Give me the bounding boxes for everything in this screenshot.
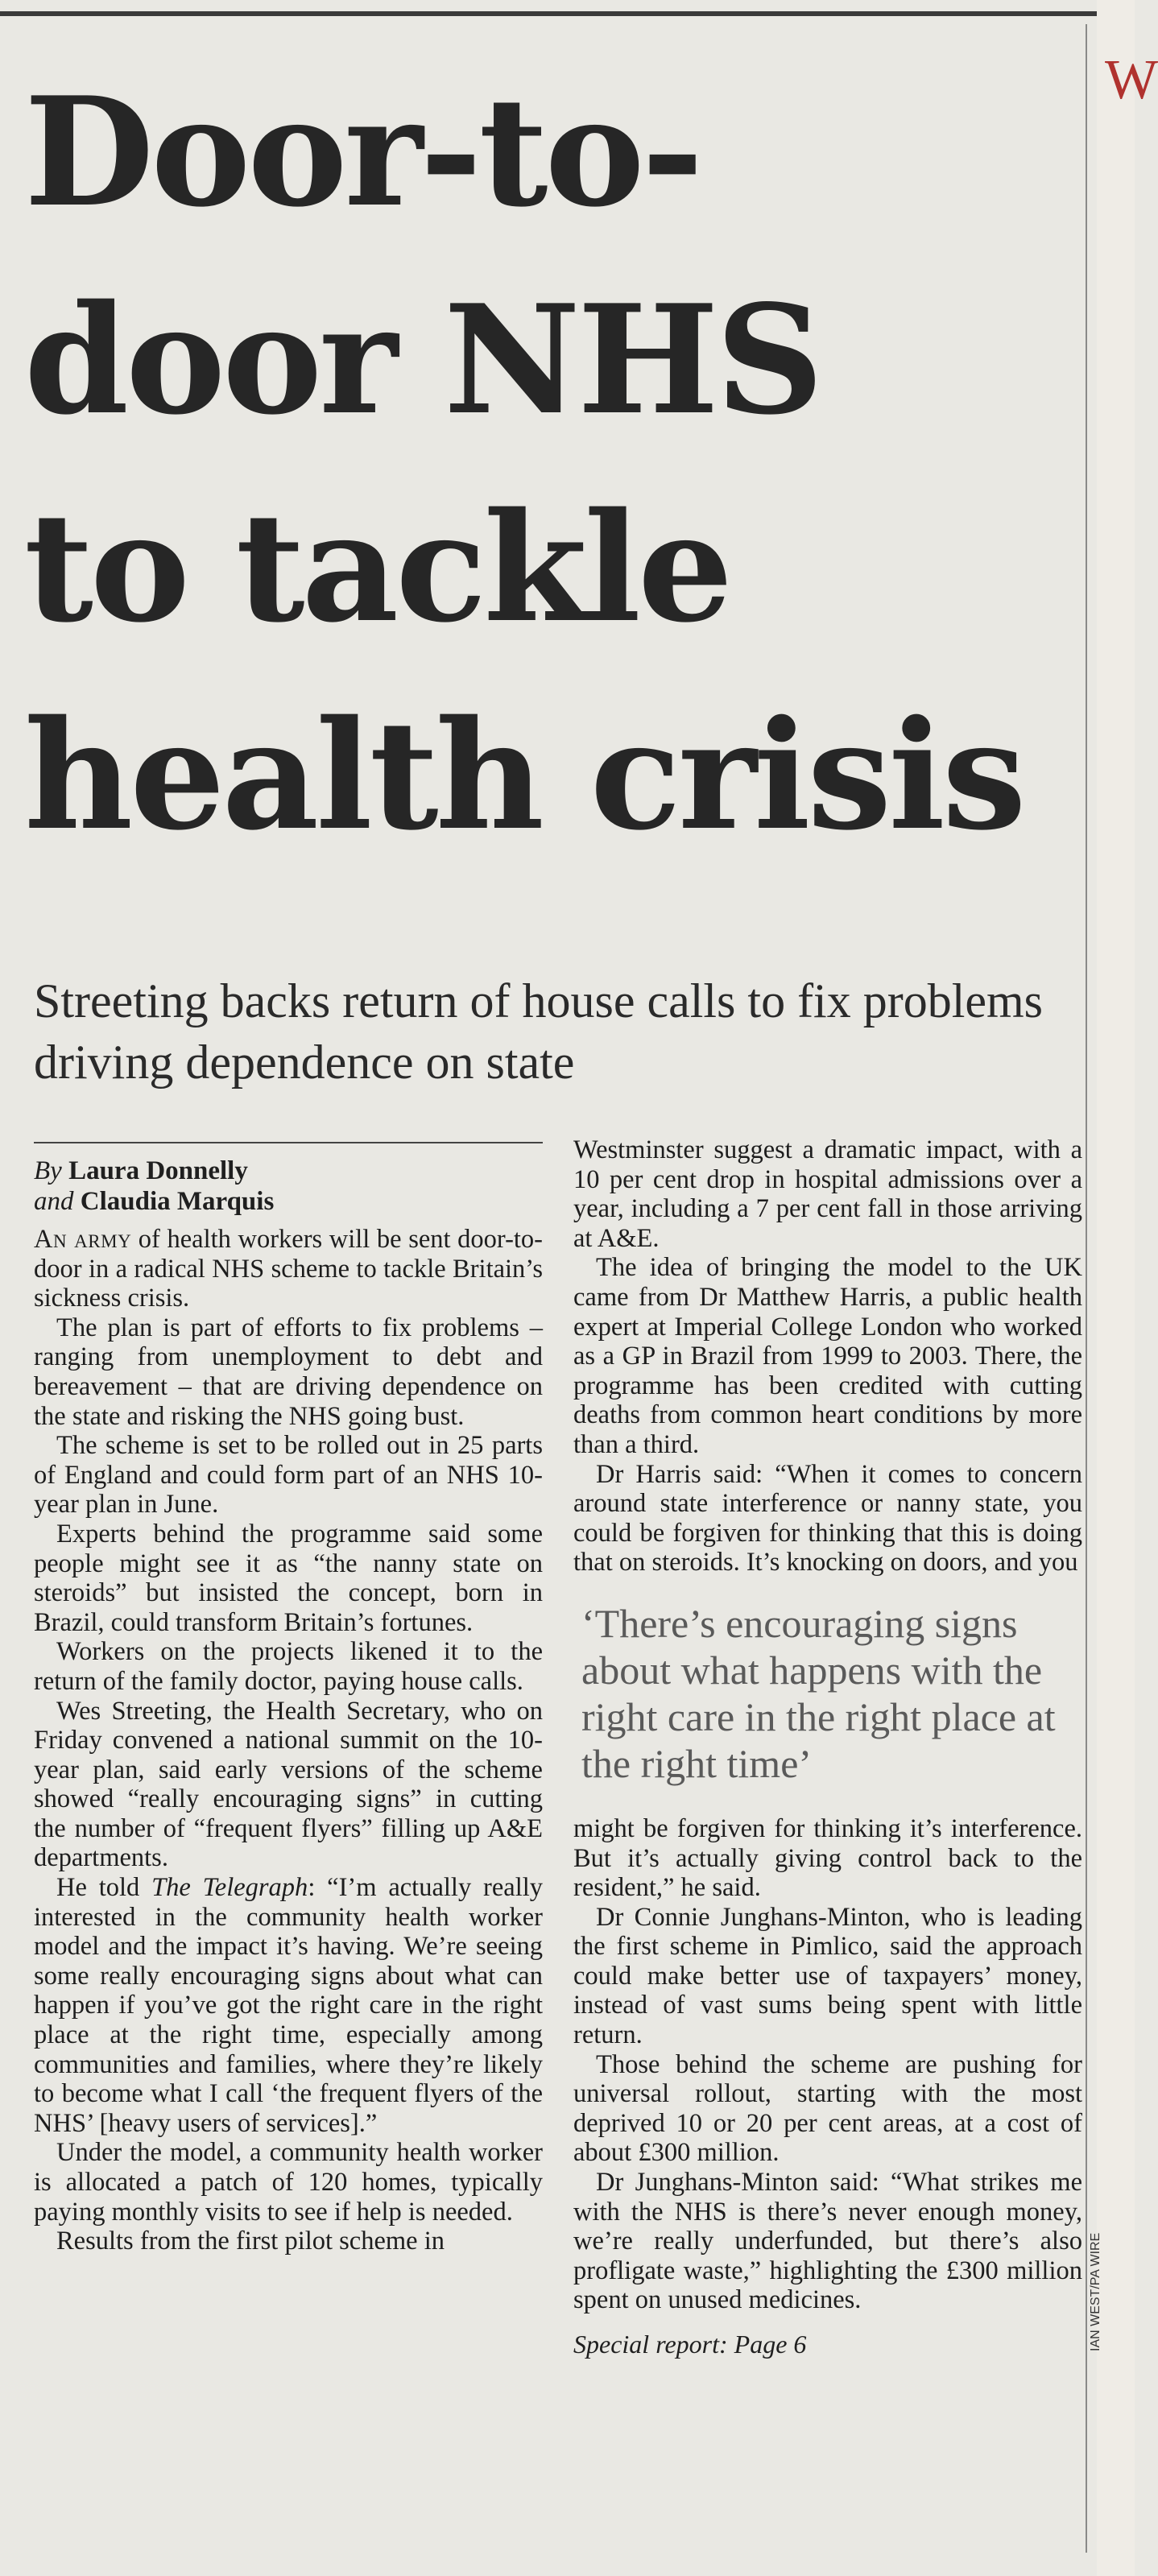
byline-by: By — [34, 1156, 62, 1185]
headline-line-4: health crisis — [24, 687, 1024, 863]
publication-name: The Telegraph — [151, 1873, 308, 1903]
paragraph: Wes Streeting, the Health Secretary, who on Friday convened a national summit on the 10-year plan, said early versions of the scheme showed “really encouraging signs” in cutting the number of “frequent flyers” filling up A&E departments. — [34, 1696, 543, 1873]
paragraph — [34, 1225, 543, 1313]
headline-line-1: Door-to- — [24, 64, 701, 240]
paragraph: Workers on the projects likened it to the return of the family doctor, paying house calls. — [34, 1637, 543, 1696]
paragraph: Dr Harris said: “When it comes to concern around state interference or nanny state, you could be forgiven for thinking that this is doing that on steroids. It’s knocking on doors, and you — [573, 1459, 1082, 1577]
adjacent-page-edge — [1097, 0, 1135, 2576]
paragraph: Westminster suggest a dramatic impact, with a 10 per cent drop in hospital admissions over a year, including a 7 per cent fall in those arriving at A&E. — [573, 1135, 1082, 1253]
byline-author-2: Claudia Marquis — [80, 1187, 275, 1216]
adjacent-page-letter: W — [1105, 49, 1158, 111]
paragraph — [34, 1873, 543, 2138]
lead-caps: An army — [34, 1225, 132, 1254]
byline — [34, 1156, 543, 1217]
paragraph: Experts behind the programme said some people might see it as “the nanny state on steroids” but insisted the concept, born in Brazil, could transform Britain’s fortunes. — [34, 1519, 543, 1637]
page-reference: Special report: Page 6 — [573, 2330, 807, 2359]
paragraph: might be forgiven for thinking it’s interference. But it’s actually giving control back to the resident,” he said. — [573, 1813, 1082, 1903]
byline-and: and — [34, 1187, 74, 1216]
paragraph-text: : “I’m actually really interested in the community health worker model and the impact it’s having. We’re seeing some really encouraging signs about what can happen if you’ve got the right care in the right place at the right time, especially among communities and families, where they’re likely to become what I call ‘the frequent flyers of the NHS’ [heavy users of services].” — [34, 1873, 543, 2138]
photo-credit: IAN WEST/PA WIRE — [1089, 2232, 1102, 2351]
article-column-left — [34, 1139, 543, 2256]
paragraph: The plan is part of efforts to fix problems – ranging from unemployment to debt and bereavement – that are driving dependence on the state and risking the NHS going bust. — [34, 1313, 543, 1431]
headline-line-3: to tackle — [24, 479, 730, 655]
pull-quote: ‘There’s encouraging signs about what happens with the right care in the right place at the right time’ — [581, 1600, 1056, 1786]
paragraph-text: He told — [56, 1873, 152, 1903]
byline-author-1: Laura Donnelly — [68, 1156, 248, 1185]
top-rule — [0, 11, 1135, 16]
headline — [24, 48, 1087, 879]
paragraph: Dr Junghans-Minton said: “What strikes me with the NHS is there’s never enough money, we’re really underfunded, but there’s also profligate waste,” highlighting the £300 million spent on unused medicines. — [573, 2168, 1082, 2315]
paragraph: Under the model, a community health worker is allocated a patch of 120 homes, typically paying monthly visits to see if help is needed. — [34, 2138, 543, 2227]
paragraph: Results from the first pilot scheme in — [56, 2227, 445, 2256]
paragraph: The idea of bringing the model to the UK came from Dr Matthew Harris, a public health expert at Imperial College London who worked as a GP in Brazil from 1999 to 2003. There, the programme has been credited with cutting deaths from common heart conditions by more than a third. — [573, 1253, 1082, 1459]
headline-line-2: door NHS — [24, 271, 821, 448]
article-column-right — [573, 1135, 1082, 2360]
paragraph: Dr Connie Junghans-Minton, who is leading the first scheme in Pimlico, said the approach could make better use of taxpayers’ money, instead of vast sums being spent with little return. — [573, 1902, 1082, 2050]
paragraph: Those behind the scheme are pushing for universal rollout, starting with the most deprived 10 or 20 per cent areas, at a cost of about £300 million. — [573, 2049, 1082, 2168]
paragraph-text: of health workers will be sent door-to-door in a radical NHS scheme to tackle Britain’s sickness crisis. — [34, 1225, 544, 1313]
paragraph: The scheme is set to be rolled out in 25 parts of England and could form part of an NHS 10-year plan in June. — [34, 1431, 543, 1520]
standfirst: Streeting backs return of house calls to fix problems driving dependence on state — [34, 974, 1044, 1089]
